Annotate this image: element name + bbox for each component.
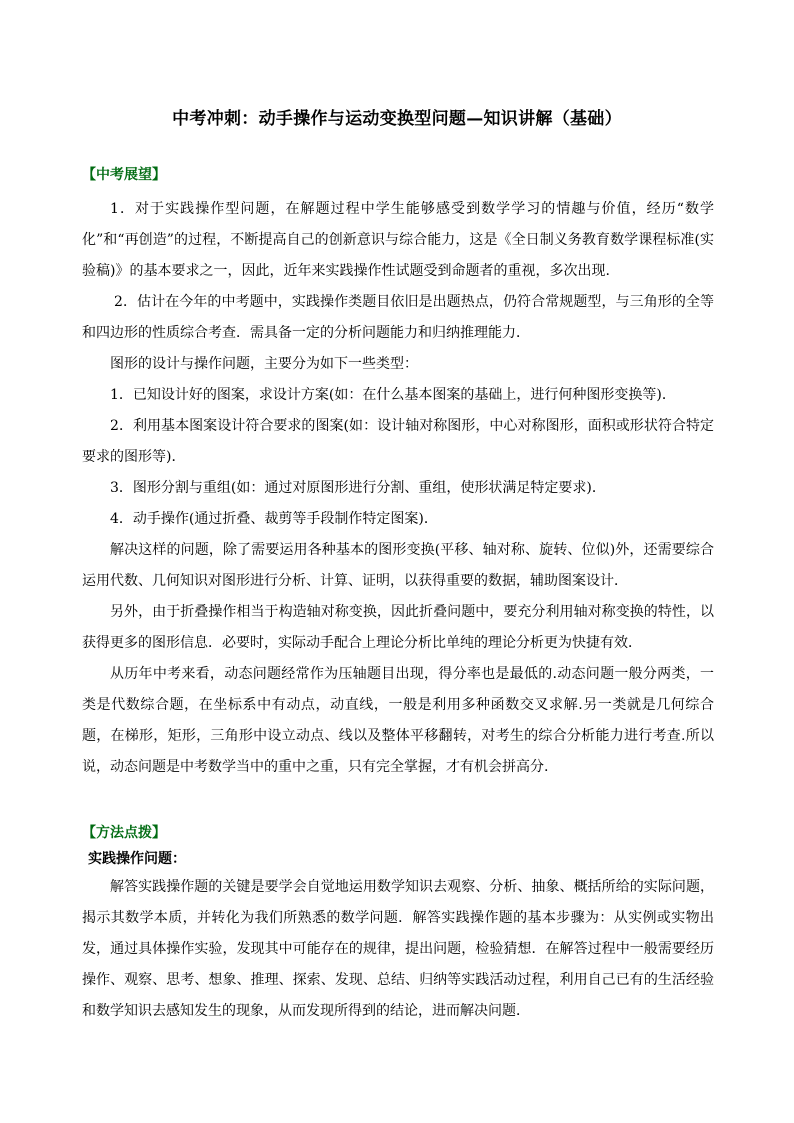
- paragraph: 解决这样的问题，除了需要运用各种基本的图形变换(平移、轴对称、旋转、位似)外，还需要综合运用代数、几何知识对图形进行分析、计算、证明，以获得重要的数据，辅助图案设计．: [82, 542, 714, 589]
- section-heading-method: 【方法点拨】: [82, 825, 166, 841]
- paragraph: 2．估计在今年的中考题中，实践操作类题目依旧是出题热点，仍符合常规题型，与三角形的全等和四边形的性质综合考查．需具备一定的分析问题能力和归纳推理能力．: [82, 294, 714, 341]
- paragraph: 3．图形分割与重组(如：通过对原图形进行分割、重组，使形状满足特定要求)．: [110, 480, 606, 496]
- method-section-body: [82, 872, 714, 1027]
- paragraph: 另外，由于折叠操作相当于构造轴对称变换，因此折叠问题中，要充分利用轴对称变换的特性，以获得更多的图形信息．必要时，实际动手配合上理论分析比单纯的理论分析更为快捷有效．: [82, 604, 714, 651]
- paragraph: 1．对于实践操作型问题，在解题过程中学生能够感受到数学学习的情趣与价值，经历“数学化”和“再创造”的过程，不断提高自己的创新意识与综合能力，这是《全日制义务教育数学课程标准(实验稿)》的基本要求之一，因此，近年来实践操作性试题受到命题者的重视，多次出现.: [82, 201, 714, 279]
- section-heading-outlook: 【中考展望】: [82, 167, 166, 183]
- paragraph: 1．已知设计好的图案，求设计方案(如：在什么基本图案的基础上，进行何种图形变换等)．: [110, 387, 676, 403]
- paragraph: 4．动手操作(通过折叠、裁剪等手段制作特定图案)．: [110, 511, 438, 527]
- outlook-section-body: [82, 194, 714, 783]
- paragraph: 2．利用基本图案设计符合要求的图案(如：设计轴对称图形，中心对称图形，面积或形状符合特定要求的图形等)．: [82, 418, 714, 465]
- paragraph: 从历年中考来看，动态问题经常作为压轴题目出现，得分率也是最低的.动态问题一般分两类，一类是代数综合题，在坐标系中有动点，动直线，一般是利用多种函数交叉求解.另一类就是几何综合题，在梯形，矩形，三角形中设立动点、线以及整体平移翻转，对考生的综合分析能力进行考查.所以说，动态问题是中考数学当中的重中之重，只有完全掌握，才有机会拼高分.: [82, 666, 714, 775]
- paragraph: 解答实践操作题的关键是要学会自觉地运用数学知识去观察、分析、抽象、概括所给的实际问题，揭示其数学本质，并转化为我们所熟悉的数学问题．解答实践操作题的基本步骤为：从实例或实物出发，通过具体操作实验，发现其中可能存在的规律，提出问题，检验猜想．在解答过程中一般需要经历操作、观察、思考、想象、推理、探索、发现、总结、归纳等实践活动过程，利用自己已有的生活经验和数学知识去感知发生的现象，从而发现所得到的结论，进而解决问题．: [82, 879, 714, 1019]
- subheading-practice-problems: 实践操作问题：: [88, 851, 186, 867]
- document-title: 中考冲刺：动手操作与运动变换型问题—知识讲解（基础）: [172, 109, 622, 129]
- paragraph: 图形的设计与操作问题，主要分为如下一些类型：: [110, 356, 418, 372]
